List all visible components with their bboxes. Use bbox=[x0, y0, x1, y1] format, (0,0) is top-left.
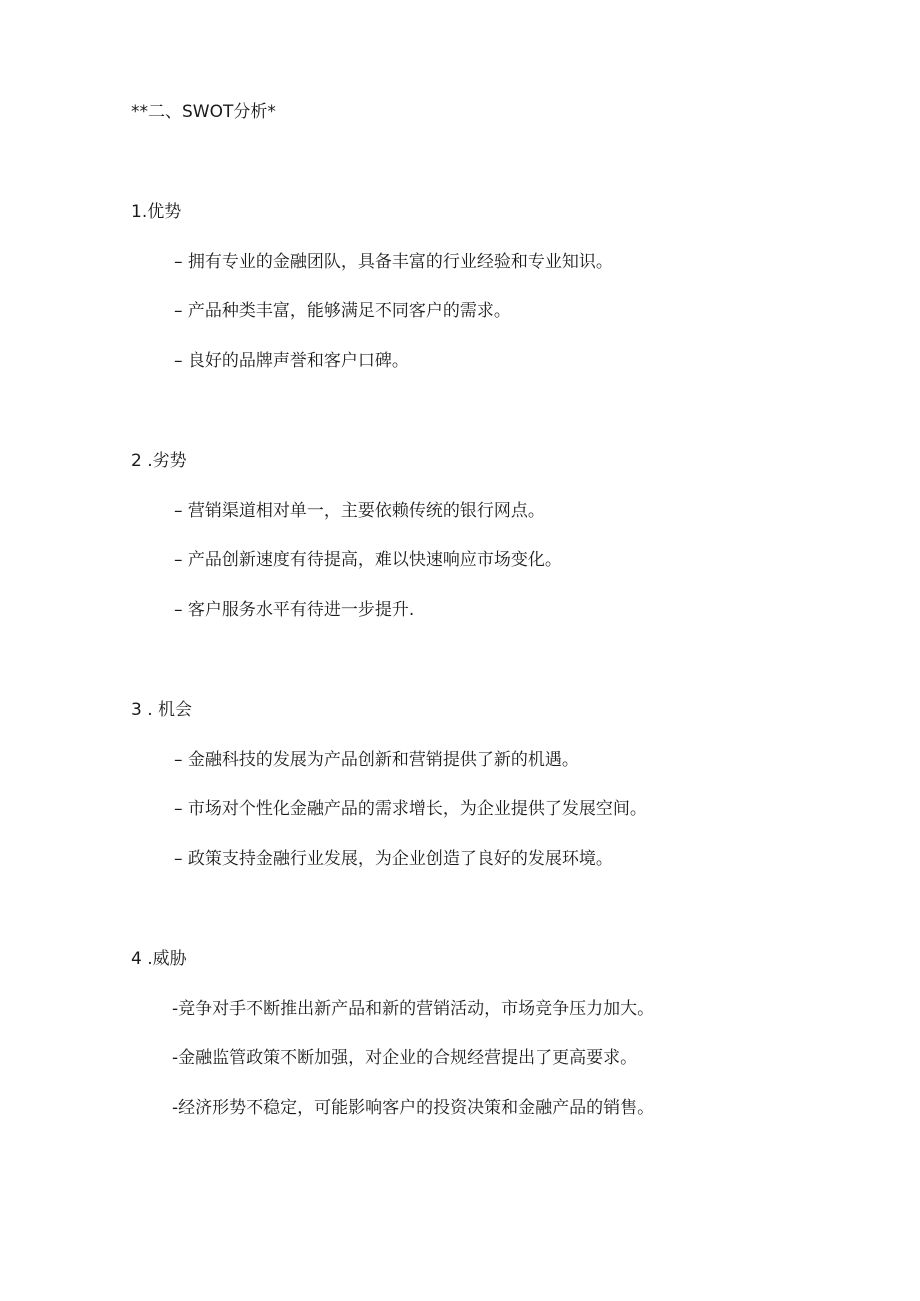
list-item: – 金融科技的发展为产品创新和营销提供了新的机遇。 bbox=[174, 750, 579, 770]
list-item: – 拥有专业的金融团队，具备丰富的行业经验和专业知识。 bbox=[174, 252, 613, 272]
document-heading: **二、SWOT分析* bbox=[131, 102, 276, 122]
list-item: -经济形势不稳定，可能影响客户的投资决策和金融产品的销售。 bbox=[172, 1098, 655, 1118]
list-item: – 良好的品牌声誉和客户口碑。 bbox=[174, 351, 409, 371]
list-item: -金融监管政策不断加强，对企业的合规经营提出了更高要求。 bbox=[172, 1048, 638, 1068]
section-title: 3 . 机会 bbox=[131, 700, 193, 720]
list-item: – 营销渠道相对单一，主要依赖传统的银行网点。 bbox=[174, 501, 545, 521]
list-item: – 客户服务水平有待进一步提升. bbox=[174, 600, 415, 620]
section-title: 1.优势 bbox=[131, 202, 182, 222]
list-item: – 产品种类丰富，能够满足不同客户的需求。 bbox=[174, 301, 511, 321]
list-item: -竞争对手不断推出新产品和新的营销活动，市场竞争压力加大。 bbox=[172, 999, 655, 1019]
list-item: – 政策支持金融行业发展，为企业创造了良好的发展环境。 bbox=[174, 849, 613, 869]
section-title: 2 .劣势 bbox=[131, 451, 187, 471]
list-item: – 市场对个性化金融产品的需求增长，为企业提供了发展空间。 bbox=[174, 799, 647, 819]
list-item: – 产品创新速度有待提高，难以快速响应市场变化。 bbox=[174, 550, 562, 570]
section-title: 4 .威胁 bbox=[131, 949, 187, 969]
